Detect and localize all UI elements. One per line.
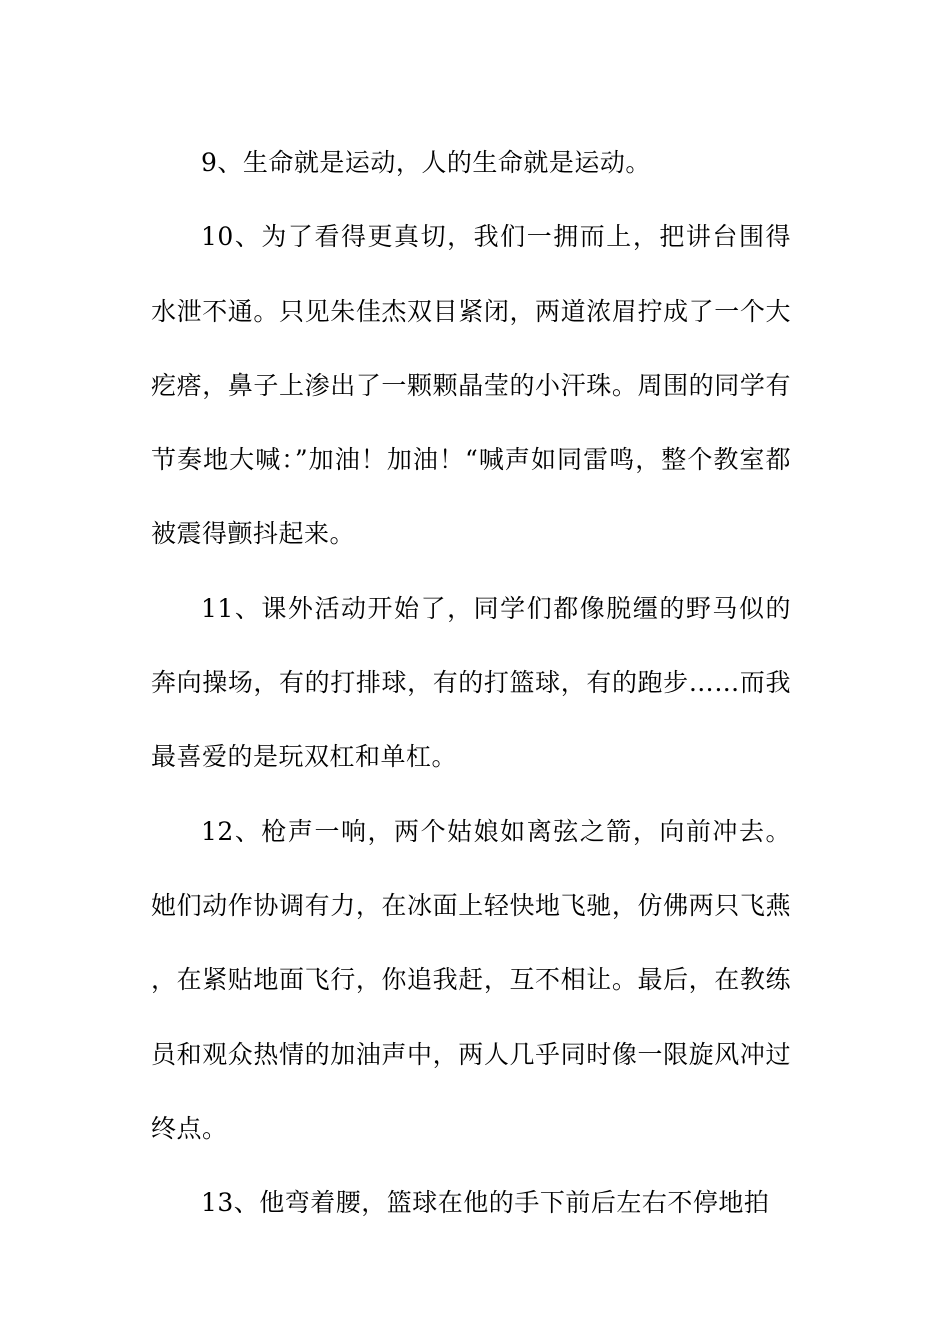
paragraph-13: 13、他弯着腰，篮球在他的手下前后左右不停地拍 <box>201 1188 770 1218</box>
paragraph-10: 10、为了看得更真切，我们一拥而上，把讲台围得水泄不通。只见朱佳杰双目紧闭，两道浓眉拧成了一个大疙瘩，鼻子上渗出了一颗颗晶莹的小汗珠。周围的同学有节奏地大喊：”加油！加油！“喊声如同雷鸣，整个教室都被震得颤抖起来。 <box>151 222 791 549</box>
paragraph-11: 11、课外活动开始了，同学们都像脱缰的野马似的奔向操场，有的打排球，有的打篮球，有的跑步……而我最喜爱的是玩双杠和单杠。 <box>151 593 791 772</box>
paragraph-9: 9、生命就是运动，人的生命就是运动。 <box>201 148 651 177</box>
paragraph-12: 12、枪声一响，两个姑娘如离弦之箭，向前冲去。她们动作协调有力，在冰面上轻快地飞驰，仿佛两只飞燕，在紧贴地面飞行，你追我赶，互不相让。最后，在教练员和观众热情的加油声中，两人几乎同时像一限旋风冲过终点。 <box>151 816 791 1143</box>
document-body <box>151 126 791 1240</box>
